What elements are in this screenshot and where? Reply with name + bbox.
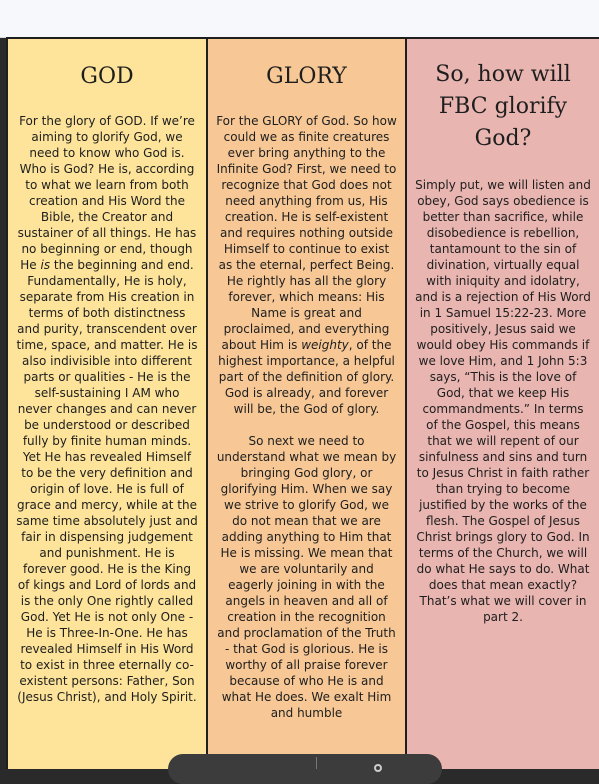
column-glory-paragraph-2: So next we need to understand what we mean by bringing God glory, or glorifying Him. When we say we strive to glorify God, we do not mean that we are adding anything to Him that He is missing. We mean that we are voluntarily and eagerly joining in with the angels in heaven and all of creation in the recognition and proclamation of the Truth - that God is glorious. He is worthy of all praise forever because of who He is and what He does. We exalt Him and humble [216, 434, 397, 720]
column-fbc [407, 39, 599, 769]
column-god [8, 39, 208, 769]
three-column-table [6, 37, 599, 769]
column-fbc-body: Simply put, we will listen and obey, God says obedience is better than sacrifice, while disobedience is rebellion, tantamount to the sin of divination, virtually equal with iniquity and idolatry, and is a rejection of His Word in 1 Samuel 15:22-23. More positively, Jesus said we would obey His commands if we love Him, and 1 John 5:3 says, “This is the love of God, that we keep His commandments.” In terms of the Gospel, this means that we will repent of our sinfulness and sins and turn to Jesus Christ in faith rather than trying to become justified by the works of the flesh. The Gospel of Jesus Christ brings glory to God. In terms of the Church, we will do what He says to do. What does that mean exactly? That’s what we will cover in part 2. [415, 178, 591, 624]
top-bar [0, 0, 599, 38]
column-fbc-heading: So, how will FBC glorify God? [435, 62, 571, 151]
god-body-part-2: the beginning and end. Fundamentally, He is holy, separate from His creation in terms of both distinctness and purity, transcendent over time, space, and matter. He is also indivisible into different parts or qualities - He is the self-sustaining I AM who never changes and can never be understood or described fully by finite human minds. Yet He has revealed Himself to be the very definition and origin of love. He is full of grace and mercy, while at the same time absolutely just and fair in dispensing judgement and punishment. He is forever good. He is the King of kings and Lord of lords and is the only One rightly called God. Yet He is not only One - He is Three-In-One. He has revealed Himself in His Word to exist in three eternally co-existent persons: Father, Son (Jesus Christ), and Holy Spirit. [16, 258, 198, 704]
floating-toolbar[interactable] [168, 754, 442, 784]
column-glory [208, 39, 407, 769]
column-god-heading: GOD [80, 64, 134, 89]
column-glory-paragraph-1 [216, 113, 397, 417]
glory-p1-part-2: , of the highest importance, a helpful part of the definition of glory. God is already, and forever will be, the God of glory. [218, 338, 395, 416]
god-body-emphasis: is [40, 258, 51, 272]
toolbar-circle-icon[interactable] [374, 764, 382, 772]
glory-p1-emphasis: weighty [301, 338, 349, 352]
column-glory-heading: GLORY [266, 64, 347, 89]
column-god-body [16, 113, 198, 705]
glory-p1-part-1: For the GLORY of God. So how could we as finite creatures ever bring anything to the Infinite God? First, we need to recognize that God does not need anything from us, His creation. He is self-existent and requires nothing outside Himself to continue to exist as the eternal, perfect Being. He rightly has all the glory forever, which means: His Name is great and proclaimed, and everything about Him is [216, 114, 397, 352]
toolbar-divider [316, 757, 317, 769]
god-body-part-1: For the glory of GOD. If we’re aiming to glorify God, we need to know who God is. Who is God? He is, according to what we learn from both creation and His Word the Bible, the Creator and sustainer of all things. He has no beginning or end, though He [17, 114, 197, 272]
